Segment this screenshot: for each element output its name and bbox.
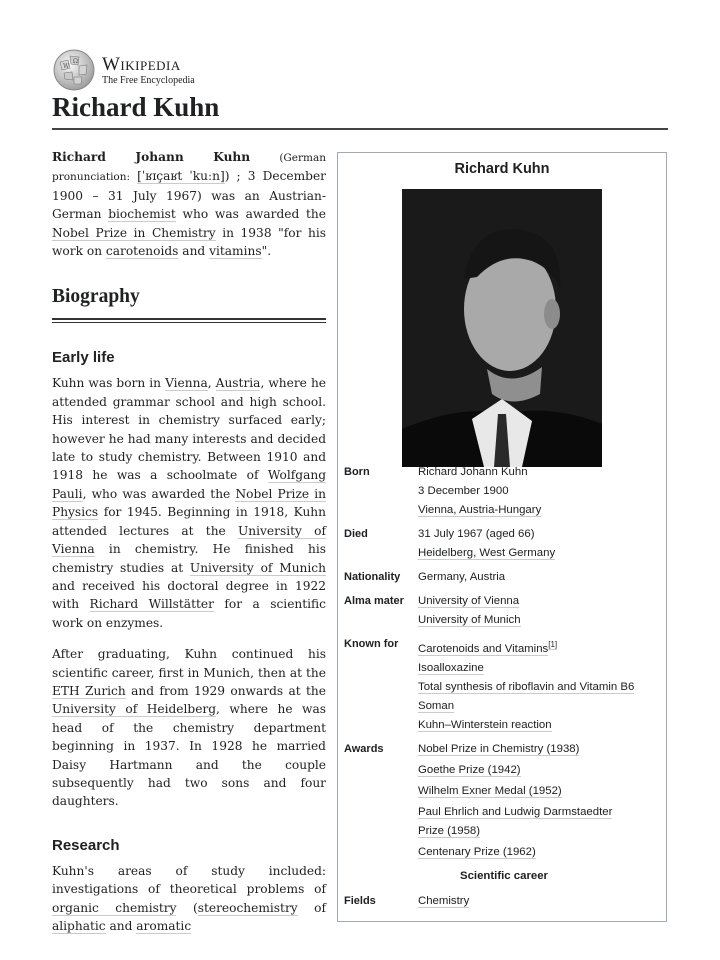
infobox-label: Known for — [344, 638, 399, 650]
award-link[interactable]: Nobel Prize in Chemistry (1938) — [418, 742, 580, 755]
link-organic-chemistry[interactable]: organic chemistry — [52, 900, 177, 915]
known-for-link[interactable]: Total synthesis of riboflavin and Vitamin B6 — [418, 680, 635, 693]
title-divider — [52, 128, 668, 130]
link-aliphatic[interactable]: aliphatic — [52, 919, 106, 933]
reference-link[interactable]: [1] — [548, 640, 558, 649]
subsection-heading-research: Research — [52, 836, 120, 854]
died-date: 31 July 1967 (aged 66) — [418, 528, 535, 540]
link-nobel-physics[interactable]: Nobel Prize in Physics — [52, 486, 326, 520]
infobox-label: Born — [344, 466, 370, 478]
body-text: , where he attended grammar school and high school. His interest in chemistry surfaced early; however he had many interests and decided late to study chemistry. Between 1910 and 1918 he was a schoolmate of — [52, 376, 326, 483]
subsection-heading-early-life: Early life — [52, 349, 115, 367]
link-stereochemistry[interactable]: stereochemistry — [197, 900, 298, 915]
early-life-paragraph-2 — [52, 645, 326, 811]
infobox-caption: Richard Kuhn — [454, 161, 550, 177]
section-heading-biography: Biography — [52, 286, 140, 308]
infobox-table — [344, 463, 664, 916]
link-richard-willstatter[interactable]: Richard Willstätter — [89, 597, 214, 612]
lead-name: Richard Johann Kuhn — [52, 150, 251, 164]
link-eth-zurich[interactable]: ETH Zurich — [52, 683, 126, 698]
lead-text: ) ; 3 December 1900 – 31 July 1967) was an Austrian-German — [52, 169, 327, 222]
link-aromatic[interactable]: aromatic — [136, 919, 192, 933]
research-paragraph-1 — [52, 862, 326, 936]
infobox-subheader-scientific-career: Scientific career — [459, 869, 548, 882]
body-text: Kuhn was born in — [52, 376, 166, 391]
section-divider — [52, 318, 326, 323]
portrait-photo[interactable] — [402, 189, 602, 467]
infobox-row-fields — [344, 892, 664, 911]
award-link[interactable]: Prize (1958) — [418, 824, 481, 837]
infobox — [337, 152, 667, 922]
infobox-row-nationality — [344, 568, 664, 587]
infobox-row-known-for — [344, 635, 664, 735]
article-body — [52, 148, 326, 948]
link-university-of-munich[interactable]: University of Munich — [189, 560, 326, 575]
body-text: ( — [176, 900, 198, 915]
infobox-label: Nationality — [344, 571, 401, 583]
infobox-label: Awards — [344, 742, 384, 755]
infobox-row-awards — [344, 740, 664, 864]
wikipedia-globe-icon — [52, 48, 96, 92]
body-text: of — [297, 900, 326, 915]
svg-text:Ω: Ω — [73, 58, 78, 65]
lead-text: who was awarded the — [175, 207, 326, 222]
field-link[interactable]: Chemistry — [418, 894, 470, 907]
site-tagline: The Free Encyclopedia — [102, 74, 195, 86]
award-link[interactable]: Paul Ehrlich and Ludwig Darmstaedter — [418, 805, 613, 818]
known-for-link[interactable]: Soman — [418, 699, 455, 712]
lead-paragraph — [52, 148, 326, 260]
alma-mater-link[interactable]: University of Vienna — [418, 595, 520, 607]
svg-text:W: W — [63, 63, 70, 70]
known-for-link[interactable]: Carotenoids and Vitamins — [418, 642, 549, 655]
link-vitamins[interactable]: vitamins — [209, 244, 262, 259]
born-date: 3 December 1900 — [418, 485, 509, 497]
page-title: Richard Kuhn — [52, 92, 220, 122]
lead-text: ". — [261, 244, 272, 259]
body-text: Kuhn's areas of study included: investigations of theoretical problems of — [52, 863, 326, 897]
body-text: for 1945. Beginning in 1918, Kuhn attended lectures at the — [52, 505, 326, 538]
pronunciation-label: (German pronunciation: — [52, 152, 327, 184]
body-text: and received his doctoral degree in 1922 with — [52, 578, 326, 612]
born-name: Richard Johann Kuhn — [418, 466, 528, 478]
infobox-row-died — [344, 525, 664, 563]
infobox-label: Fields — [344, 894, 376, 907]
link-wolfgang-pauli[interactable]: Wolfgang Pauli — [52, 468, 326, 501]
lead-text: in 1938 "for his work on — [52, 225, 327, 259]
infobox-label: Alma mater — [344, 595, 404, 607]
known-for-link[interactable]: Kuhn–Winterstein reaction — [418, 718, 552, 731]
link-university-of-vienna[interactable]: University of Vienna — [52, 523, 326, 557]
lead-text: and — [178, 244, 210, 259]
body-text: After graduating, Kuhn continued his scientific career, first in Munich, then at the — [52, 647, 326, 680]
died-place-link[interactable]: Heidelberg, West Germany — [418, 547, 556, 559]
infobox-row-alma-mater — [344, 592, 664, 630]
site-logo[interactable] — [52, 48, 195, 92]
body-text: and — [105, 919, 137, 933]
site-name: Wikipedia — [102, 53, 181, 75]
early-life-paragraph-1 — [52, 374, 326, 632]
infobox-label: Died — [344, 528, 368, 540]
award-link[interactable]: Wilhelm Exner Medal (1952) — [418, 784, 562, 797]
body-text: , who was awarded the — [82, 486, 236, 501]
known-for-link[interactable]: Isoalloxazine — [418, 661, 484, 674]
born-place-link[interactable]: Vienna, Austria-Hungary — [418, 504, 542, 516]
body-text: , where he was head of the chemistry department beginning in 1937. In 1928 he married Daisy Hartmann and the couple subsequently had two sons and four daughters. — [52, 702, 326, 809]
link-biochemist[interactable]: biochemist — [108, 207, 176, 222]
link-vienna[interactable]: Vienna — [165, 376, 208, 391]
link-nobel-chemistry[interactable]: Nobel Prize in Chemistry — [52, 225, 216, 240]
body-text: in chemistry. He finished his chemistry studies at — [52, 542, 326, 575]
award-link[interactable]: Goethe Prize (1942) — [418, 763, 521, 776]
alma-mater-link[interactable]: University of Munich — [418, 614, 521, 626]
ipa-link[interactable]: [ˈʁɪçaʁt ˈkuːn] — [137, 169, 225, 184]
award-link[interactable]: Centenary Prize (1962) — [418, 845, 536, 858]
infobox-row-born — [344, 463, 664, 520]
body-text: for a scientific work on enzymes. — [52, 597, 327, 630]
link-carotenoids[interactable]: carotenoids — [105, 244, 179, 259]
nationality-value: Germany, Austria — [418, 571, 506, 583]
link-university-of-heidelberg[interactable]: University of Heidelberg — [52, 702, 217, 717]
link-austria[interactable]: Austria — [215, 376, 261, 391]
body-text: , — [207, 376, 216, 391]
body-text: and from 1929 onwards at the — [125, 683, 326, 698]
